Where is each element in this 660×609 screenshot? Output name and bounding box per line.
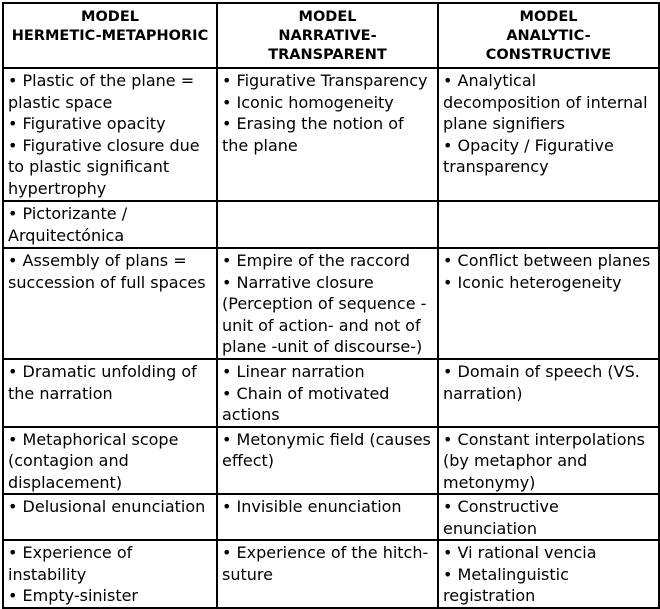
cell-item: • Metalinguistic registration <box>443 564 569 605</box>
table-cell <box>438 359 659 427</box>
table-body <box>3 68 659 608</box>
header-line: NARRATIVE- <box>278 28 377 44</box>
table-cell <box>217 427 438 495</box>
table-cell <box>438 540 659 608</box>
cell-item: • Pictorizante / Arquitectónica <box>8 204 128 245</box>
table-cell <box>3 201 217 248</box>
cell-item: • Invisible enunciation <box>222 497 402 516</box>
header-row <box>3 3 659 68</box>
header-line: TRANSPARENT <box>268 47 387 63</box>
cell-item: • Empty-sinister <box>8 586 139 605</box>
table-cell <box>438 201 659 248</box>
table-cell <box>438 248 659 359</box>
cell-item: • Figurative opacity <box>8 114 166 133</box>
header-analytic-constructive <box>438 3 659 68</box>
cell-item: • Linear narration <box>222 362 365 381</box>
cell-item: • Dramatic unfolding of the narration <box>8 362 197 403</box>
table-row <box>3 494 659 540</box>
table-cell <box>438 68 659 201</box>
cell-item: • Delusional enunciation <box>8 497 206 516</box>
cell-item: • Narrative closure (Perception of sequence -unit of action- and not of plane -unit of discourse-) <box>222 272 427 356</box>
table-row <box>3 68 659 201</box>
table-row <box>3 248 659 359</box>
cell-item: • Iconic homogeneity <box>222 92 394 112</box>
table-cell <box>3 248 217 359</box>
cell-item: • Constant interpolations (by metaphor and metonymy) <box>443 429 645 492</box>
table-cell <box>217 201 438 248</box>
table-cell <box>3 494 217 540</box>
cell-item: • Analytical decomposition of internal plane signifiers <box>443 71 648 133</box>
cell-item: • Chain of motivated actions <box>222 383 390 424</box>
cell-item: • Empire of the raccord <box>222 251 411 270</box>
header-line: HERMETIC-METAPHORIC <box>11 28 209 44</box>
cell-item: • Conflict between planes <box>443 251 651 270</box>
table-cell <box>438 427 659 495</box>
table-cell <box>3 540 217 608</box>
header-line: MODEL <box>81 9 139 25</box>
cell-item: • Constructive enunciation <box>443 497 559 538</box>
cell-item: • Iconic heterogeneity <box>443 272 622 292</box>
table-cell <box>217 494 438 540</box>
header-line: ANALYTIC- <box>506 28 591 44</box>
cell-item: • Metaphorical scope (contagion and displacement) <box>8 429 179 492</box>
cell-item: • Figurative Transparency <box>222 71 428 90</box>
table-cell <box>3 427 217 495</box>
table-cell <box>438 494 659 540</box>
table-row <box>3 540 659 608</box>
table-cell <box>217 359 438 427</box>
header-line: CONSTRUCTIVE <box>485 47 612 63</box>
table-cell <box>3 68 217 201</box>
cell-item: • Opacity / Figurative transparency <box>443 135 614 176</box>
cell-item: • Assembly of plans = succession of full spaces <box>8 251 206 292</box>
cell-item: • Erasing the notion of the plane <box>222 114 404 155</box>
cell-item: • Experience of instability <box>8 543 133 584</box>
table-row <box>3 201 659 248</box>
table-cell <box>217 248 438 359</box>
header-line: MODEL <box>298 9 357 25</box>
table-row <box>3 427 659 495</box>
cell-item: • Vi rational vencia <box>443 543 597 562</box>
table-cell <box>3 359 217 427</box>
cell-item: • Domain of speech (VS. narration) <box>443 362 640 403</box>
cell-item: • Metonymic field (causes effect) <box>222 429 431 470</box>
header-line: MODEL <box>519 9 578 25</box>
table-cell <box>217 540 438 608</box>
cell-item: • Experience of the hitch-suture <box>222 543 429 584</box>
models-comparison-table <box>2 2 660 609</box>
table-row <box>3 359 659 427</box>
header-narrative-transparent <box>217 3 438 68</box>
cell-item: • Figurative closure due to plastic significant hypertrophy <box>8 135 200 198</box>
table-cell <box>217 68 438 201</box>
cell-item: • Plastic of the plane = plastic space <box>8 71 195 112</box>
header-hermetic-metaphoric <box>3 3 217 68</box>
